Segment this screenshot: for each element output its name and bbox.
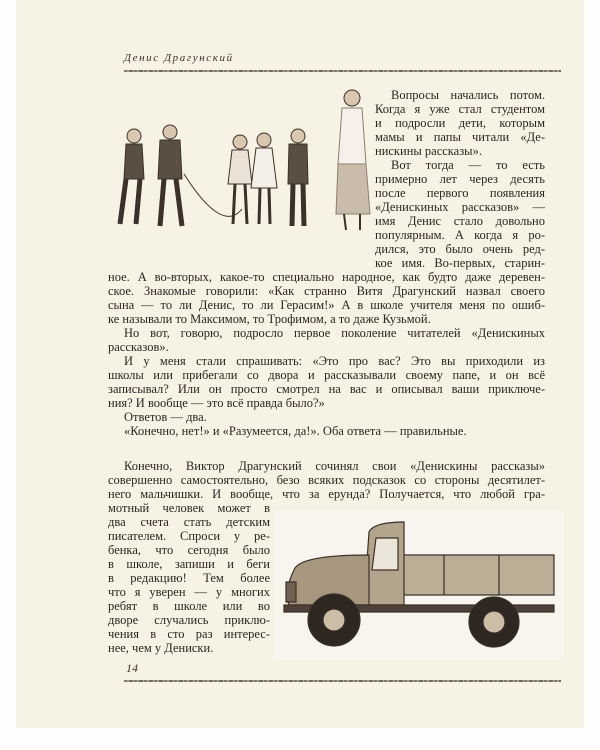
text-line: сына — то ли Денис, то ли Герасим!» А в школе учителя меня по ошиб- — [108, 298, 545, 312]
text-line: бенка, что сегодня было — [108, 543, 270, 557]
children-with-teacher-illustration — [112, 84, 372, 239]
text-line: ке называли то Максимом, то Трофимом, а то даже Кузьмой. — [108, 312, 431, 326]
truck-illustration — [274, 510, 564, 660]
text-line: имя Денис стало довольно — [375, 214, 545, 228]
text-line: записывал? Или он просто смотрел на вас и описывал ваши приключе- — [108, 382, 545, 396]
text-line: мамы и папы читали «Де- — [375, 130, 545, 144]
second-section-text — [108, 459, 545, 501]
running-head: Денис Драгунский — [124, 52, 234, 64]
text-line: дился, это было очень ред- — [375, 242, 545, 256]
text-line: ское. Знакомые говорили: «Как странно Витя Драгунский назвал своего — [108, 284, 545, 298]
header-rule — [124, 70, 561, 72]
text-line: него мальчишки. И вообще, что за ерунда? Получается, что любой гра- — [108, 487, 545, 501]
text-line: ния? И вообще — это всё правда было?» — [108, 396, 325, 410]
text-line: Ответов — два. — [124, 410, 207, 424]
text-line: нискины рассказы». — [375, 144, 482, 158]
text-line: писателем. Спроси у ре- — [108, 529, 270, 543]
full-width-text — [108, 270, 545, 438]
text-line: и подросли дети, которым — [375, 116, 545, 130]
text-line: «Конечно, нет!» и «Разумеется, да!». Оба ответа — правильные. — [124, 424, 467, 438]
text-line: чения в сто раз интерес- — [108, 627, 270, 641]
text-line: ребят в школе или во — [108, 599, 270, 613]
text-line: кое имя. Во-первых, старин- — [375, 256, 545, 270]
footer-rule — [124, 680, 561, 682]
text-line: два счета стать детским — [108, 515, 270, 529]
top-column-text — [375, 88, 545, 270]
book-page — [16, 0, 584, 728]
text-line: школы или прибегали со двора и рассказывали своему папе, и он всё — [108, 368, 545, 382]
text-line: «Денискиных рассказов» — — [375, 200, 545, 214]
narrow-column-text — [108, 501, 270, 655]
text-line: в редакцию! Тем более — [108, 571, 270, 585]
text-line: что я уверен — у многих — [108, 585, 270, 599]
text-line: совершенно самостоятельно, безо всяких подсказок со стороны десятилет- — [108, 473, 545, 487]
text-line: Но вот, говорю, подросло первое поколение читателей «Денискиных — [124, 326, 545, 340]
text-line: примерно лет через десять — [375, 172, 545, 186]
text-line: Конечно, Виктор Драгунский сочинял свои «Денискины рассказы» — [124, 459, 545, 473]
text-line: ное. А во-вторых, какое-то специально народное, как будто даже деревен- — [108, 270, 545, 284]
text-line: Когда я уже стал студентом — [375, 102, 545, 116]
text-line: нее, чем у Дениски. — [108, 641, 214, 655]
text-line: популярным. А когда я ро- — [375, 228, 545, 242]
text-line: мотный человек может в — [108, 501, 270, 515]
page-number: 14 — [126, 661, 138, 675]
text-line: после первого появления — [375, 186, 545, 200]
text-line: Вот тогда — то есть — [391, 158, 545, 172]
text-line: Вопросы начались потом. — [391, 88, 545, 102]
text-line: в школе, запиши и беги — [108, 557, 270, 571]
text-line: рассказов». — [108, 340, 169, 354]
text-line: И у меня стали спрашивать: «Это про вас? Это вы приходили из — [124, 354, 545, 368]
text-line: дворе случались приклю- — [108, 613, 270, 627]
